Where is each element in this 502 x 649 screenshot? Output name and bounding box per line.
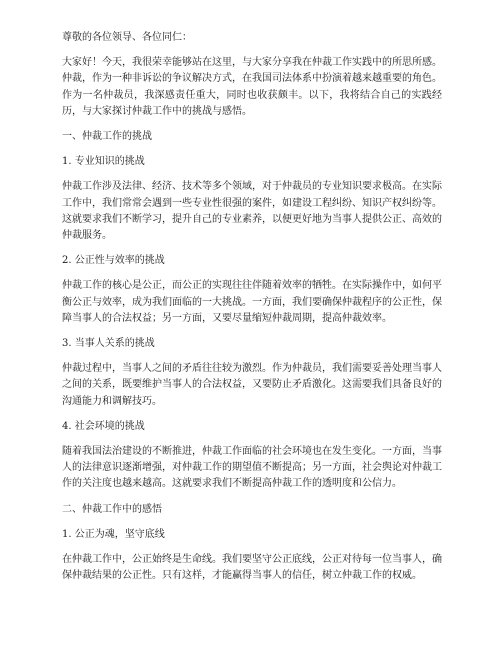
section-1-item-1-text: 仲裁工作涉及法律、经济、技术等多个领域，对于仲裁员的专业知识要求极高。在实际工作中，我们常常会遇到一些专业性很强的案件，如建设工程纠纷、知识产权纠纷等。这就要求我们不断学习，提升自己的专业素养，以便更好地为当事人提供公正、高效的仲裁服务。 [62, 181, 442, 242]
section-2-item-1-heading: 1. 公正为魂，坚守底线 [62, 528, 165, 540]
section-1-item-3-heading: 3. 当事人关系的挑战 [62, 338, 155, 350]
section-1-item-4-text: 随着我国法治建设的不断推进，仲裁工作面临的社会环境也在发生变化。一方面，当事人的法律意识逐渐增强，对仲裁工作的期望值不断提高；另一方面，社会舆论对仲裁工作的关注度也越来越高。这就要求我们不断提高仲裁工作的透明度和公信力。 [62, 446, 442, 490]
section-2-item-1-text: 在仲裁工作中，公正始终是生命线。我们要坚守公正底线，公正对待每一位当事人，确保仲裁结果的公正性。只有这样，才能赢得当事人的信任，树立仲裁工作的权威。 [62, 554, 442, 582]
document-page [62, 30, 442, 593]
section-1-item-1-heading: 1. 专业知识的挑战 [62, 156, 145, 168]
section-1-item-3-text: 仲裁过程中，当事人之间的矛盾往往较为激烈。作为仲裁员，我们需要妥善处理当事人之间的关系，既要维护当事人的合法权益，又要防止矛盾激化。这需要我们具备良好的沟通能力和调解技巧。 [62, 363, 442, 407]
section-1-item-4-heading: 4. 社会环境的挑战 [62, 420, 145, 432]
section-2-title: 二、仲裁工作中的感悟 [62, 503, 162, 515]
intro-paragraph: 大家好！今天，我很荣幸能够站在这里，与大家分享我在仲裁工作实践中的所思所感。仲裁，作为一种非诉讼的争议解决方式，在我国司法体系中扮演着越来越重要的角色。作为一名仲裁员，我深感责任重大，同时也收获颇丰。以下，我将结合自己的实践经历，与大家探讨仲裁工作中的挑战与感悟。 [62, 57, 442, 117]
section-1-item-2-text: 仲裁工作的核心是公正，而公正的实现往往伴随着效率的牺牲。在实际操作中，如何平衡公正与效率，成为我们面临的一大挑战。一方面，我们要确保仲裁程序的公正性，保障当事人的合法权益；另一方面，又要尽量缩短仲裁周期，提高仲裁效率。 [62, 280, 442, 324]
salutation: 尊敬的各位领导、各位同仁： [62, 32, 192, 43]
section-1-item-2-heading: 2. 公正性与效率的挑战 [62, 255, 165, 267]
section-1-title: 一、仲裁工作的挑战 [62, 131, 152, 143]
